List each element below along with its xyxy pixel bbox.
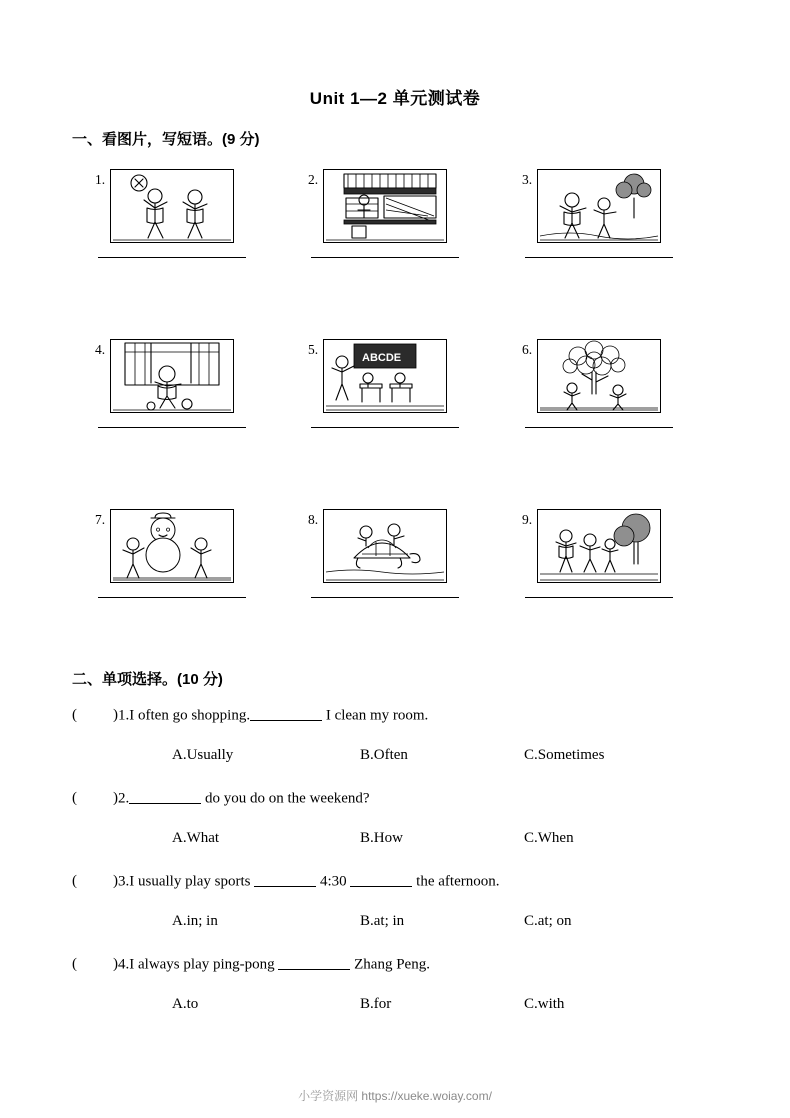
mc-stem-before: I always play ping-pong	[129, 956, 275, 973]
tree-and-children-picture	[537, 339, 661, 413]
picture-row	[72, 160, 722, 330]
mc-option-a[interactable]: A.in; in	[172, 913, 218, 929]
answer-line[interactable]	[98, 257, 246, 258]
mc-stem-before: I usually play sports	[129, 873, 251, 890]
answer-line[interactable]	[525, 597, 673, 598]
mc-question-number: 1.	[118, 707, 130, 724]
mc-question-text	[72, 955, 430, 973]
answer-paren[interactable]: ( )	[72, 707, 118, 724]
picture-number: 6.	[522, 342, 533, 357]
children-under-tree-picture	[537, 509, 661, 583]
page-title: Unit 1—2 单元测试卷	[309, 89, 481, 108]
svg-text:ABCDE: ABCDE	[362, 352, 402, 364]
answer-line[interactable]	[311, 257, 459, 258]
mc-stem-middle: 4:30	[320, 873, 347, 890]
mc-option-b[interactable]: B.for	[360, 996, 392, 1012]
children-outdoor-picture	[537, 169, 661, 243]
shop-counter-picture	[323, 169, 447, 243]
section-1-heading: 一、看图片，写短语。(9 分)	[72, 131, 260, 148]
mc-stem-after: I clean my room.	[325, 707, 429, 724]
watermark-site-name: 小学资源网	[298, 1089, 359, 1103]
child-at-window-picture	[110, 339, 234, 413]
picture-number: 9.	[522, 512, 533, 527]
picture-number: 4.	[95, 342, 106, 357]
footer-watermark	[0, 1087, 790, 1104]
mc-question-number: 4.	[118, 956, 130, 973]
answer-paren[interactable]: ( )	[72, 873, 118, 890]
picture-number: 2.	[308, 172, 319, 187]
mc-option-c[interactable]: C.When	[524, 830, 574, 846]
fill-blank[interactable]	[350, 872, 412, 887]
answer-line[interactable]	[98, 597, 246, 598]
mc-question	[72, 955, 732, 1038]
picture-number: 8.	[308, 512, 319, 527]
mc-question	[72, 789, 732, 872]
snowman-with-kids-picture	[110, 509, 234, 583]
answer-line[interactable]	[311, 427, 459, 428]
fill-blank[interactable]	[129, 789, 201, 804]
multiple-choice-list	[72, 706, 732, 1038]
answer-line[interactable]	[98, 427, 246, 428]
answer-paren[interactable]: ( )	[72, 790, 118, 807]
mc-stem-after: do you do on the weekend?	[205, 790, 370, 807]
mc-question-number: 2.	[118, 790, 130, 807]
classroom-blackboard-abcde-picture	[323, 339, 447, 413]
answer-line[interactable]	[525, 427, 673, 428]
picture-number: 5.	[308, 342, 319, 357]
kids-playing-ball-picture	[110, 169, 234, 243]
picture-number: 1.	[95, 172, 106, 187]
fill-blank[interactable]	[254, 872, 316, 887]
picture-row	[72, 500, 722, 670]
mc-question-text	[72, 789, 370, 807]
mc-option-c[interactable]: C.Sometimes	[524, 747, 605, 763]
mc-question-number: 3.	[118, 873, 130, 890]
mc-question-text	[72, 872, 499, 890]
picture-number: 3.	[522, 172, 533, 187]
watermark-url: https://xueke.woiay.com/	[361, 1089, 492, 1103]
section-2-heading: 二、单项选择。(10 分)	[72, 671, 223, 688]
mc-option-c[interactable]: C.at; on	[524, 913, 572, 929]
mc-question	[72, 706, 732, 789]
mc-option-b[interactable]: B.at; in	[360, 913, 405, 929]
mc-stem-after: the afternoon.	[416, 873, 500, 890]
kids-with-turtle-picture	[323, 509, 447, 583]
answer-line[interactable]	[525, 257, 673, 258]
mc-stem-before: I often go shopping.	[129, 707, 251, 724]
mc-option-b[interactable]: B.Often	[360, 747, 408, 763]
answer-paren[interactable]: ( )	[72, 956, 118, 973]
mc-question	[72, 872, 732, 955]
mc-option-b[interactable]: B.How	[360, 830, 403, 846]
mc-option-c[interactable]: C.with	[524, 996, 565, 1012]
fill-blank[interactable]	[278, 955, 350, 970]
mc-option-a[interactable]: A.to	[172, 996, 199, 1012]
mc-stem-after: Zhang Peng.	[354, 956, 430, 973]
mc-question-text	[72, 706, 428, 724]
picture-question-grid	[72, 160, 722, 670]
picture-number: 7.	[95, 512, 106, 527]
mc-option-a[interactable]: A.What	[172, 830, 220, 846]
fill-blank[interactable]	[250, 706, 322, 721]
mc-option-a[interactable]: A.Usually	[172, 747, 234, 763]
answer-line[interactable]	[311, 597, 459, 598]
picture-row	[72, 330, 722, 500]
